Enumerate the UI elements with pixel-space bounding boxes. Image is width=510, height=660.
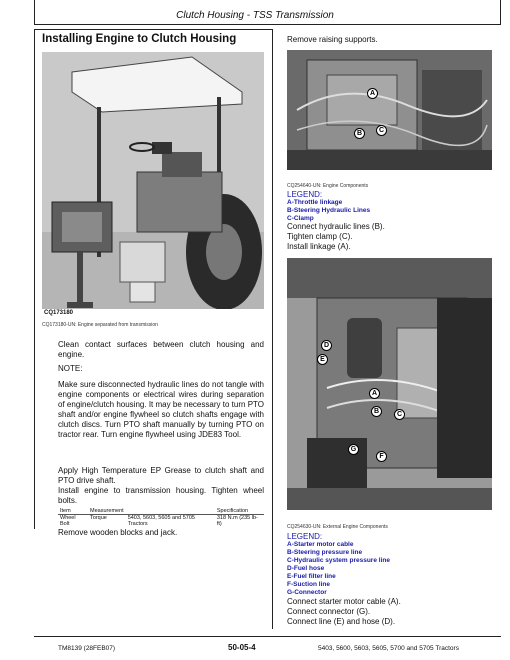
photo2-label-g: G — [348, 444, 359, 455]
footer-rule — [34, 636, 501, 637]
legend2-item: F-Suction line — [287, 581, 330, 588]
legend2-item: D-Fuel hose — [287, 565, 325, 572]
install-engine-text: Install engine to transmission housing. Tighten wheel bolts. — [58, 486, 264, 505]
left-box-left — [34, 29, 35, 529]
step-item: Connect connector (G). — [287, 607, 371, 616]
spec-header-item: Item — [58, 508, 88, 515]
column-divider — [272, 29, 273, 629]
legend2-item: A-Starter motor cable — [287, 541, 354, 548]
footer-models: 5403, 5600, 5603, 5605, 5700 and 5705 Tractors — [318, 645, 459, 652]
step-item: Connect line (E) and hose (D). — [287, 617, 396, 626]
left-box-top — [34, 29, 272, 30]
legend1-title: LEGEND: — [287, 190, 323, 199]
photo2-label-a: A — [369, 388, 380, 399]
photo2-label-e: E — [317, 354, 328, 365]
photo2-label-f: F — [376, 451, 387, 462]
spec-value: 318 N.m (235 lb-ft) — [216, 515, 258, 527]
left-photo-caption: CQ173180-UN: Engine separated from transmission — [42, 322, 158, 328]
external-engine-illustration — [287, 258, 492, 510]
grease-text: Apply High Temperature EP Grease to clutch shaft and PTO drive shaft. — [58, 466, 264, 485]
engine-components-photo — [287, 50, 492, 170]
remove-blocks-text: Remove wooden blocks and jack. — [58, 528, 178, 537]
steps2-list — [287, 597, 401, 627]
photo2-label-d: D — [321, 340, 332, 351]
spec-header-measurement: Measurement — [90, 508, 124, 514]
footer-page-number: 50-05-4 — [228, 643, 256, 652]
engine-separated-photo — [42, 52, 264, 317]
photo-id-label: CQ173180 — [42, 309, 264, 317]
photo1-caption: CQ254640-UN: Engine Components — [287, 183, 369, 189]
step-item: Tighten clamp (C). — [287, 232, 353, 241]
photo2-caption: CQ254630-UN: External Engine Components — [287, 524, 388, 530]
legend1-item: A-Throttle linkage — [287, 199, 343, 206]
photo1-label-c: C — [376, 125, 387, 136]
note-label: NOTE: — [58, 364, 83, 373]
note-text: Make sure disconnected hydraulic lines do not tangle with engine components or electrical wires during separation of engine/clutch housing. It may be necessary to turn PTO shaft and/or engine flywheel so clutch shafts engage with clutch discs. Turn PTO shaft manually by turning PTO on tractor rear. Turn engine flywheel using JDE83 Tool. — [58, 380, 264, 439]
legend2-title: LEGEND: — [287, 532, 323, 541]
photo1-label-a: A — [367, 88, 378, 99]
page-header-title: Clutch Housing - TSS Transmission — [176, 10, 334, 21]
step-item: Connect starter motor cable (A). — [287, 597, 401, 606]
spec-measurement: Torque — [90, 515, 107, 521]
legend2-item: E-Fuel filter line — [287, 573, 336, 580]
spec-models: 5403, 5603, 5605 and 5705 Tractors — [127, 515, 195, 527]
legend1-item: C-Clamp — [287, 215, 314, 222]
engine-components-illustration — [287, 50, 492, 170]
legend2-list — [287, 541, 390, 597]
legend1-list — [287, 199, 370, 223]
spec-item: Wheel Bolt — [60, 515, 76, 527]
legend2-item: G-Connector — [287, 589, 327, 596]
footer-doc-id: TM8139 (28FEB07) — [58, 645, 116, 652]
legend2-item: C-Hydraulic system pressure line — [287, 557, 390, 564]
step-item: Install linkage (A). — [287, 242, 351, 251]
wheel-bolt-spec-table — [58, 508, 264, 527]
photo2-label-c: C — [394, 409, 405, 420]
steps1-list — [287, 222, 385, 252]
remove-supports-text: Remove raising supports. — [287, 35, 378, 44]
section-title: Installing Engine to Clutch Housing — [42, 33, 237, 45]
header-rule — [34, 24, 501, 25]
photo2-label-b: B — [371, 406, 382, 417]
spec-header-specification: Specification — [215, 508, 264, 515]
external-engine-components-photo — [287, 258, 492, 510]
photo1-label-b: B — [354, 128, 365, 139]
step-item: Connect hydraulic lines (B). — [287, 222, 385, 231]
spec-row — [58, 515, 264, 528]
tractor-illustration — [42, 52, 264, 317]
legend2-item: B-Steering pressure line — [287, 549, 363, 556]
clean-surfaces-text: Clean contact surfaces between clutch housing and engine. — [58, 340, 264, 359]
legend1-item: B-Steering Hydraulic Lines — [287, 207, 371, 214]
